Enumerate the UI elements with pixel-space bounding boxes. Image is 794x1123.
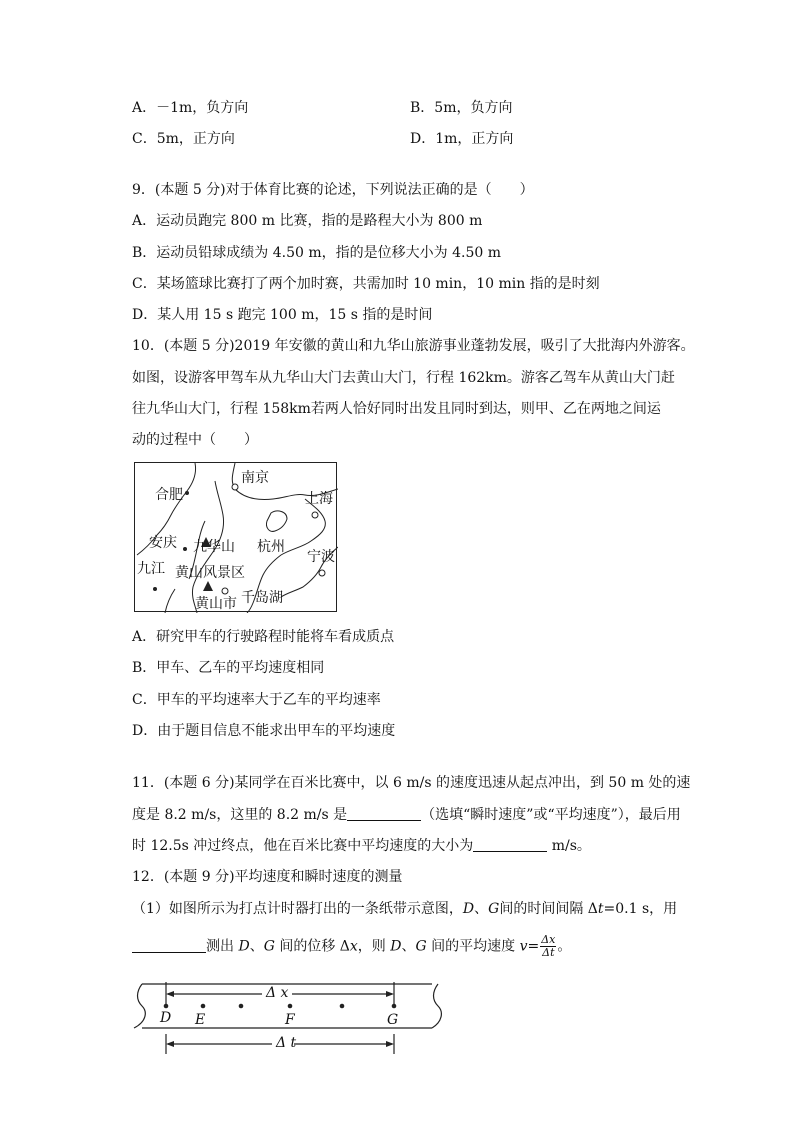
- q12-var-g-2: G: [263, 938, 275, 955]
- map-label-jiujiang: 九江: [137, 561, 165, 577]
- q12-line-2-text-a: （1）如图所示为打点计时器打出的一条纸带示意图，: [132, 901, 463, 917]
- map-label-huangshan-city: 黄山市: [195, 596, 237, 612]
- tape-label-dx: Δ x: [266, 985, 289, 1001]
- q8-option-b: B．5m，负方向: [410, 100, 513, 116]
- q12-fraction: [540, 934, 556, 959]
- q11-line-3: [132, 837, 591, 855]
- paper-tape-figure: [132, 982, 444, 1061]
- q12-var-g-3: G: [415, 938, 427, 955]
- q12-sep-3: 、: [401, 938, 416, 955]
- map-label-nanjing: 南京: [241, 470, 269, 486]
- q11-line-2-text-b: （选填“瞬时速度”或“平均速度”），最后用: [421, 807, 681, 823]
- q11-line-3-text-b: m/s。: [547, 838, 591, 854]
- q12-line-2-text-c: =0.1 s，用: [603, 901, 678, 917]
- q12-line-3-text-c: ，则: [357, 938, 391, 955]
- q12-fraction-denominator: Δt: [542, 946, 555, 959]
- q8-option-d: D．1m，正方向: [410, 131, 514, 147]
- q12-sep: 、: [474, 901, 489, 917]
- map-label-shanghai: 上海: [305, 491, 333, 507]
- map-label-anqing: 安庆: [149, 535, 177, 551]
- q10-option-b: B．甲车、乙车的平均速度相同: [132, 660, 325, 676]
- q11-line-1: 11．(本题 6 分)某同学在百米比赛中，以 6 m/s 的速度迅速从起点冲出，到 50 m 处的速: [132, 775, 691, 791]
- q11-blank-1[interactable]: [347, 806, 421, 821]
- q12-var-g: G: [488, 901, 500, 917]
- q10-option-a: A．研究甲车的行驶路程时能将车看成质点: [132, 629, 395, 645]
- q12-line-3-end: 。: [557, 938, 572, 955]
- q10-line-3: 往九华山大门，行程 158km若两人恰好同时出发且同时到达，则甲、乙在两地之间运: [132, 401, 661, 417]
- q10-line-4: 动的过程中（ ）: [132, 432, 258, 448]
- map-label-hefei: 合肥: [155, 487, 183, 503]
- q12-equals: =: [527, 938, 540, 955]
- q12-var-d-2: D: [238, 938, 250, 955]
- q11-blank-2[interactable]: [473, 837, 547, 852]
- q9-option-d: D．某人用 15 s 跑完 100 m，15 s 指的是时间: [132, 307, 433, 323]
- q8-option-c: C．5m，正方向: [132, 131, 235, 147]
- q12-line-1: 12．(本题 9 分)平均速度和瞬时速度的测量: [132, 869, 403, 885]
- map-label-qiandaohu: 千岛湖: [241, 590, 283, 606]
- q10-option-d: D．由于题目信息不能求出甲车的平均速度: [132, 723, 396, 739]
- map-label-jiuhuashan: 九华山: [193, 539, 235, 555]
- q12-var-v: v: [519, 938, 528, 955]
- q10-line-1: 10．(本题 5 分)2019 年安徽的黄山和九华山旅游事业蓬勃发展，吸引了大批海内外游客。: [132, 338, 695, 354]
- q11-line-2-text-a: 度是 8.2 m/s，这里的 8.2 m/s 是: [132, 807, 348, 823]
- q9-option-a: A．运动员跑完 800 m 比赛，指的是路程大小为 800 m: [132, 213, 483, 229]
- q12-line-3-text-a: 测出: [206, 938, 239, 955]
- q12-var-d: D: [462, 901, 475, 917]
- map-label-ningbo: 宁波: [307, 549, 335, 565]
- tape-point-e: E: [195, 1012, 206, 1028]
- map-label-hangzhou: 杭州: [257, 539, 285, 555]
- map-label-huangshan-scenic: 黄山风景区: [175, 565, 245, 581]
- q12-line-3-text-d: 间的平均速度: [426, 938, 520, 955]
- tape-point-g: G: [387, 1012, 399, 1028]
- q11-line-3-text-a: 时 12.5s 冲过终点，他在百米比赛中平均速度的大小为: [132, 838, 474, 854]
- q12-fraction-numerator: Δx: [541, 933, 556, 946]
- q12-var-t: t: [597, 901, 604, 917]
- tape-point-f: F: [285, 1012, 295, 1028]
- q10-line-2: 如图，设游客甲驾车从九华山大门去黄山大门，行程 162km。游客乙驾车从黄山大门赶: [132, 370, 675, 386]
- q12-sep-2: 、: [249, 938, 264, 955]
- q11-line-2: [132, 806, 681, 824]
- q12-line-3-text-b: 间的位移 Δ: [274, 938, 350, 955]
- q12-line-2: [132, 900, 677, 918]
- q10-option-c: C．甲车的平均速率大于乙车的平均速率: [132, 692, 381, 708]
- q9-option-c: C．某场篮球比赛打了两个加时赛，共需加时 10 min，10 min 指的是时刻: [132, 276, 600, 292]
- route-map: [134, 462, 337, 612]
- q12-line-2-text-b: 间的时间间隔 Δ: [499, 901, 598, 917]
- q12-line-3: [132, 934, 571, 959]
- tape-label-dt: Δ t: [276, 1035, 297, 1051]
- q9-option-b: B．运动员铅球成绩为 4.50 m，指的是位移大小为 4.50 m: [132, 245, 501, 261]
- tape-point-d: D: [160, 1010, 172, 1026]
- q12-var-d-3: D: [390, 938, 402, 955]
- q12-blank-1[interactable]: [132, 938, 206, 953]
- q12-var-x: x: [349, 938, 358, 955]
- q9-stem: 9．(本题 5 分)对于体育比赛的论述，下列说法正确的是（ ）: [132, 182, 534, 198]
- q8-option-a: A．－1m，负方向: [132, 100, 249, 116]
